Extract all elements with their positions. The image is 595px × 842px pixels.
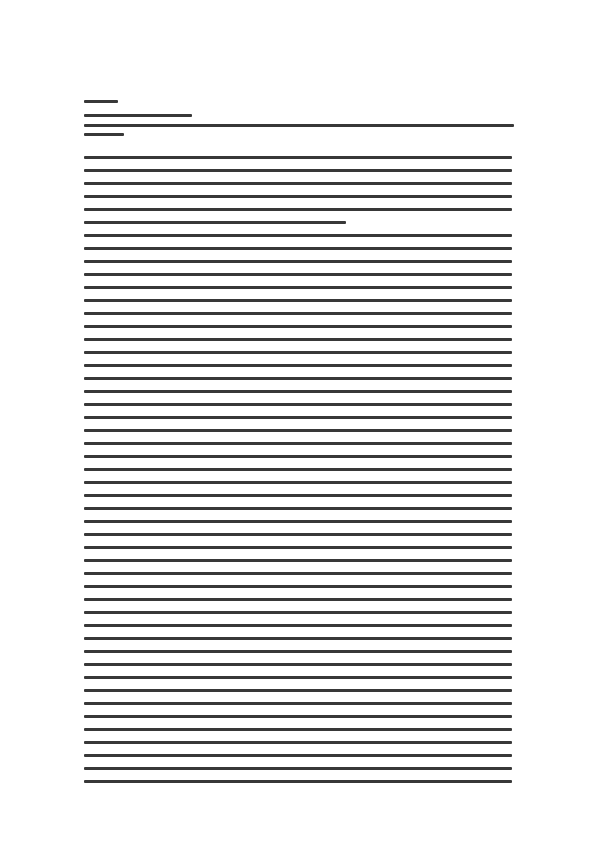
body-line xyxy=(84,442,512,445)
body-line xyxy=(84,234,512,237)
body-line xyxy=(84,338,512,341)
body-line xyxy=(84,182,512,185)
body-line xyxy=(84,715,512,718)
body-line xyxy=(84,533,512,536)
body-line xyxy=(84,559,512,562)
body-line xyxy=(84,156,512,159)
body-line xyxy=(84,585,512,588)
body-line xyxy=(84,455,512,458)
body-line xyxy=(84,611,512,614)
title-line xyxy=(84,100,118,103)
header-text-line xyxy=(84,124,514,127)
body-line xyxy=(84,377,512,380)
body-line xyxy=(84,663,512,666)
body-line xyxy=(84,689,512,692)
body-line xyxy=(84,416,512,419)
body-line xyxy=(84,260,512,263)
body-text xyxy=(84,156,512,793)
body-line xyxy=(84,351,512,354)
section-label-line xyxy=(84,133,124,136)
body-line xyxy=(84,676,512,679)
body-line xyxy=(84,312,512,315)
body-line xyxy=(84,364,512,367)
body-line xyxy=(84,780,512,783)
body-line xyxy=(84,390,512,393)
body-line xyxy=(84,208,512,211)
body-line xyxy=(84,481,512,484)
body-line xyxy=(84,637,512,640)
body-line xyxy=(84,767,512,770)
body-line xyxy=(84,299,512,302)
body-line xyxy=(84,754,512,757)
body-line xyxy=(84,468,512,471)
body-line xyxy=(84,429,512,432)
body-line xyxy=(84,741,512,744)
body-line xyxy=(84,494,512,497)
body-line xyxy=(84,403,512,406)
body-line xyxy=(84,325,512,328)
body-line xyxy=(84,286,512,289)
body-line xyxy=(84,546,512,549)
body-line xyxy=(84,520,512,523)
subtitle-line xyxy=(84,114,192,117)
body-line xyxy=(84,702,512,705)
body-line xyxy=(84,650,512,653)
body-line xyxy=(84,598,512,601)
body-line xyxy=(84,273,512,276)
header-block xyxy=(84,100,514,148)
body-line xyxy=(84,572,512,575)
body-line xyxy=(84,624,512,627)
body-line xyxy=(84,728,512,731)
body-line xyxy=(84,507,512,510)
body-line xyxy=(84,195,512,198)
body-line xyxy=(84,247,512,250)
body-line xyxy=(84,221,346,224)
body-line xyxy=(84,169,512,172)
